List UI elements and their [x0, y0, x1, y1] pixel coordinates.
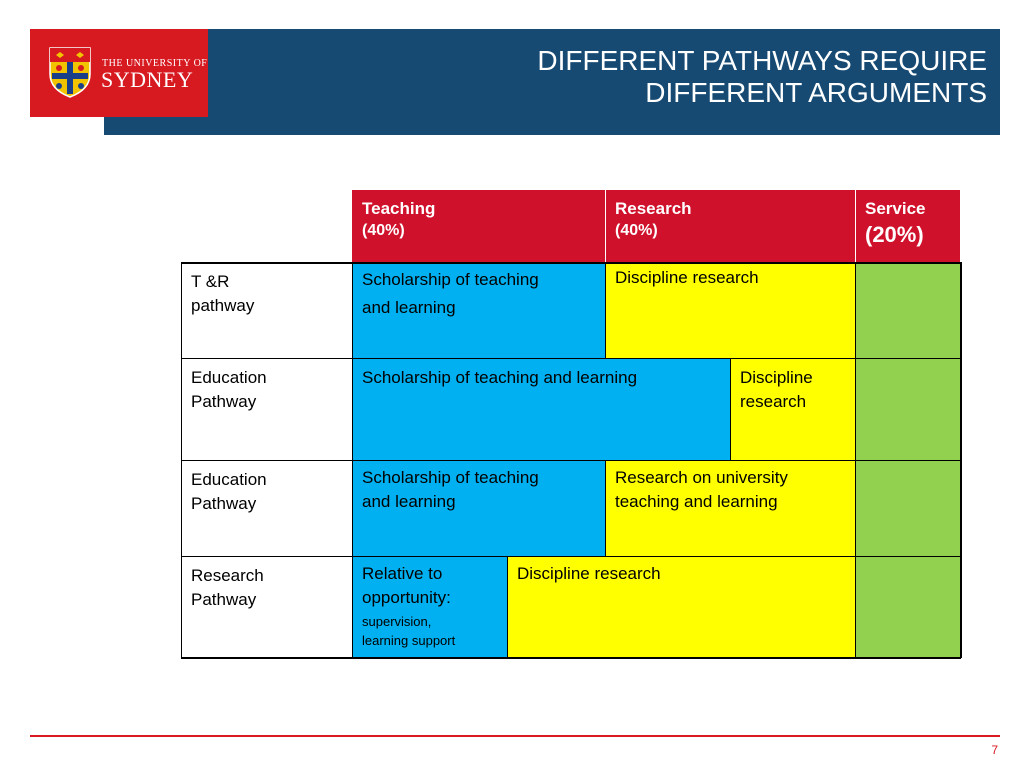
table-rule — [181, 262, 961, 264]
row-label-tr-pathway — [181, 262, 352, 358]
table-rule — [181, 657, 961, 659]
row-label-line: Pathway — [191, 494, 257, 513]
table-rule — [730, 358, 731, 460]
education-service-cell — [855, 358, 960, 460]
research-research-cell — [507, 556, 855, 658]
header-research-pct: (40%) — [615, 222, 658, 239]
table-rule — [181, 262, 182, 658]
header-divider — [605, 190, 606, 262]
education2-service-cell — [855, 460, 960, 556]
row-label-education-pathway-2 — [181, 460, 352, 556]
cell-text: and learning — [362, 298, 456, 317]
header-research-label: Research — [615, 199, 692, 218]
row-label-research-pathway — [181, 556, 352, 658]
row-label-line: Pathway — [191, 392, 257, 411]
logo-text-small: THE UNIVERSITY OF — [102, 58, 208, 69]
cell-text-small: supervision, — [362, 614, 432, 629]
cell-text: Relative to — [362, 564, 443, 583]
table-rule — [507, 556, 508, 658]
row-label-line: pathway — [191, 296, 255, 315]
logo-text-large: SYDNEY — [101, 67, 194, 92]
cell-text: Scholarship of teaching — [362, 468, 539, 487]
header-service-label: Service — [865, 199, 926, 218]
tr-service-cell — [855, 262, 960, 358]
education2-research-cell — [605, 460, 855, 556]
crest-icon — [48, 46, 92, 98]
row-label-line: Pathway — [191, 590, 257, 609]
table-rule — [605, 262, 606, 358]
cell-text: Research on university — [615, 468, 788, 487]
cell-text: Discipline research — [615, 268, 759, 287]
tr-teaching-cell — [352, 262, 605, 358]
tr-research-cell — [605, 262, 855, 358]
cell-text: research — [740, 392, 807, 411]
cell-text: Discipline — [740, 368, 813, 387]
table-rule — [855, 262, 856, 658]
row-label-line: T &R — [191, 272, 230, 291]
table-rule — [181, 460, 961, 461]
cell-text-small: learning support — [362, 633, 456, 648]
header-service-pct: (20%) — [865, 222, 924, 247]
education-research-cell — [730, 358, 855, 460]
table-rule — [605, 460, 606, 556]
header-teaching-label: Teaching — [362, 199, 436, 218]
cell-text: Scholarship of teaching and learning — [362, 368, 638, 387]
education2-teaching-cell — [352, 460, 605, 556]
cell-text: opportunity: — [362, 588, 451, 607]
research-teaching-cell — [352, 556, 507, 658]
research-service-cell — [855, 556, 960, 658]
education-teaching-cell — [352, 358, 730, 460]
row-label-line: Education — [191, 368, 267, 387]
header-teaching — [352, 190, 605, 262]
header-service — [855, 190, 960, 262]
row-label-education-pathway — [181, 358, 352, 460]
table-rule — [181, 358, 961, 359]
table-rule — [960, 262, 962, 658]
header-divider — [855, 190, 856, 262]
table-rule — [181, 556, 961, 557]
cell-text: Discipline research — [517, 564, 661, 583]
title-line-1: DIFFERENT PATHWAYS REQUIRE — [537, 45, 987, 76]
row-label-line: Research — [191, 566, 264, 585]
cell-text: teaching and learning — [615, 492, 778, 511]
title-line-2: DIFFERENT ARGUMENTS — [645, 77, 987, 108]
table-rule — [352, 262, 353, 658]
header-teaching-pct: (40%) — [362, 222, 405, 239]
footer-rule — [30, 735, 1000, 737]
page-number: 7 — [991, 743, 998, 757]
row-label-line: Education — [191, 470, 267, 489]
cell-text: and learning — [362, 492, 456, 511]
header-research — [605, 190, 855, 262]
cell-text: Scholarship of teaching — [362, 270, 539, 289]
page-title — [537, 45, 987, 109]
university-logo — [30, 29, 208, 117]
